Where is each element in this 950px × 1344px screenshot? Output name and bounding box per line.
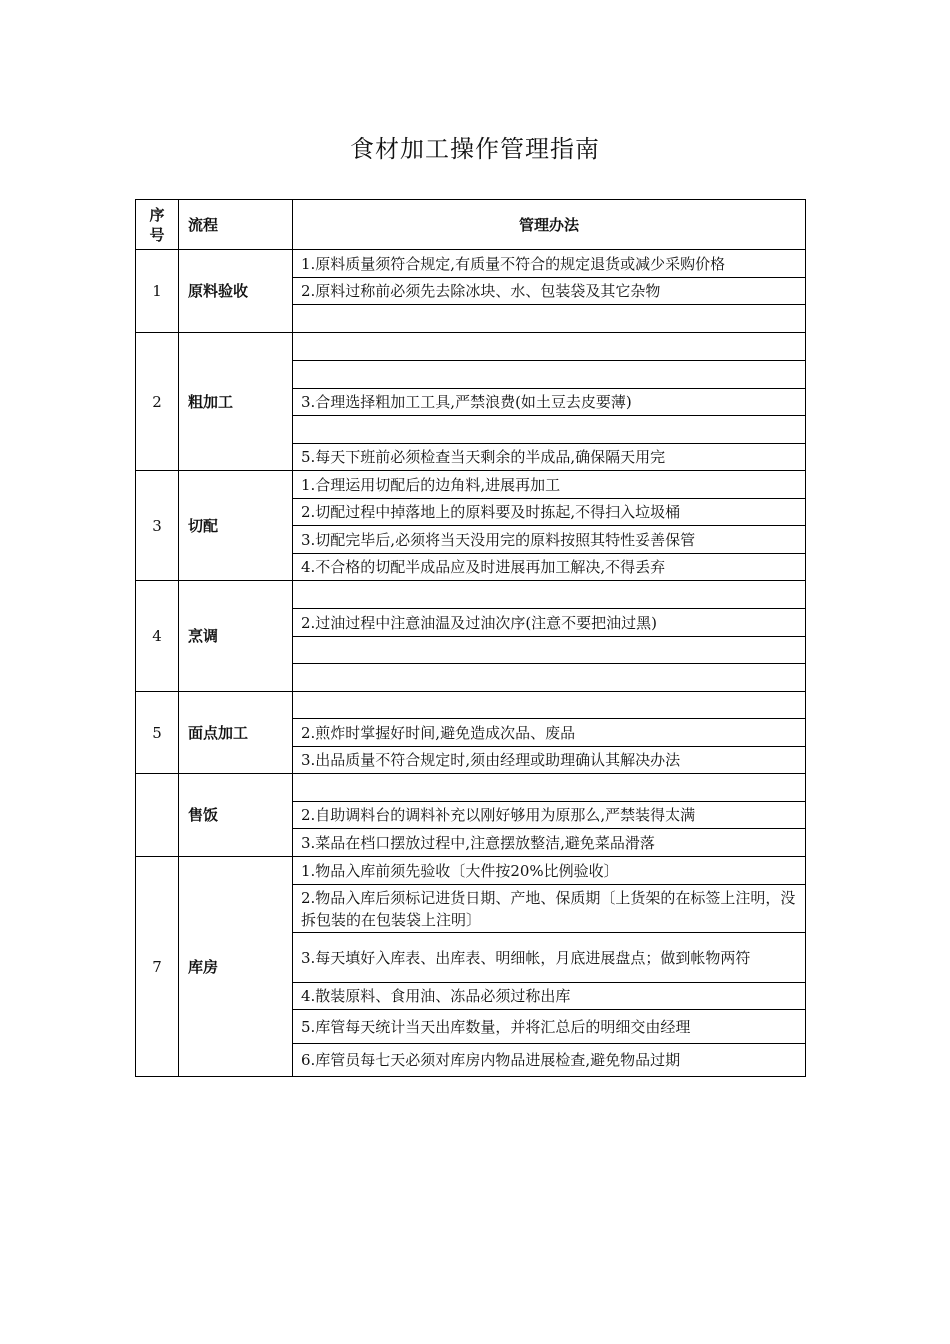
method-cell: 5.库管每天统计当天出库数量，并将汇总后的明细交由经理 — [293, 1010, 806, 1044]
method-cell — [293, 333, 806, 361]
method-cell: 4.不合格的切配半成品应及时进展再加工解决,不得丢弃 — [293, 554, 806, 581]
header-method: 管理办法 — [293, 200, 806, 250]
method-cell: 2.自助调料台的调料补充以刚好够用为原那么,严禁装得太满 — [293, 802, 806, 829]
method-cell — [293, 416, 806, 444]
method-cell — [293, 581, 806, 609]
section-process: 粗加工 — [179, 333, 293, 471]
table-row — [136, 774, 806, 802]
section-seq: 2 — [136, 333, 179, 471]
section-process: 烹调 — [179, 581, 293, 692]
management-table — [135, 199, 806, 1077]
method-cell: 1.原料质量须符合规定,有质量不符合的规定退货或减少采购价格 — [293, 250, 806, 278]
method-cell — [293, 305, 806, 333]
section-seq: 3 — [136, 471, 179, 581]
header-process: 流程 — [179, 200, 293, 250]
method-cell — [293, 361, 806, 389]
method-cell: 3.菜品在档口摆放过程中,注意摆放整洁,避免菜品滑落 — [293, 829, 806, 857]
method-cell: 5.每天下班前必须检查当天剩余的半成品,确保隔天用完 — [293, 444, 806, 471]
table-header-row — [136, 200, 806, 250]
method-cell: 4.散装原料、食用油、冻品必须过称出库 — [293, 983, 806, 1010]
table-row — [136, 581, 806, 609]
section-seq: 4 — [136, 581, 179, 692]
method-cell: 6.库管员每七天必须对库房内物品进展检查,避免物品过期 — [293, 1044, 806, 1077]
method-cell: 3.切配完毕后,必须将当天没用完的原料按照其特性妥善保管 — [293, 526, 806, 554]
section-seq: 1 — [136, 250, 179, 333]
table-row — [136, 692, 806, 719]
section-process: 售饭 — [179, 774, 293, 857]
method-cell — [293, 774, 806, 802]
method-cell: 3.出品质量不符合规定时,须由经理或助理确认其解决办法 — [293, 747, 806, 774]
method-cell: 3.每天填好入库表、出库表、明细帐，月底进展盘点；做到帐物两符 — [293, 933, 806, 983]
method-cell — [293, 692, 806, 719]
table-row — [136, 333, 806, 361]
table-row — [136, 471, 806, 499]
section-seq: 7 — [136, 857, 179, 1077]
section-process: 库房 — [179, 857, 293, 1077]
header-seq: 序号 — [136, 200, 179, 250]
method-cell: 2.过油过程中注意油温及过油次序(注意不要把油过黑) — [293, 609, 806, 637]
method-cell: 1.物品入库前须先验收〔大件按20%比例验收〕 — [293, 857, 806, 885]
method-cell: 2.物品入库后须标记进货日期、产地、保质期〔上货架的在标签上注明，没拆包装的在包装袋上注明〕 — [293, 885, 806, 933]
method-cell: 1.合理运用切配后的边角料,进展再加工 — [293, 471, 806, 499]
method-cell: 3.合理选择粗加工工具,严禁浪费(如土豆去皮要薄) — [293, 389, 806, 416]
section-process: 原料验收 — [179, 250, 293, 333]
page-title: 食材加工操作管理指南 — [350, 135, 600, 163]
table-row — [136, 250, 806, 278]
method-cell — [293, 637, 806, 664]
method-cell: 2.切配过程中掉落地上的原料要及时拣起,不得扫入垃圾桶 — [293, 499, 806, 526]
section-seq — [136, 774, 179, 857]
method-cell: 2.原料过称前必须先去除冰块、水、包装袋及其它杂物 — [293, 278, 806, 305]
method-cell — [293, 664, 806, 692]
section-process: 切配 — [179, 471, 293, 581]
table-row — [136, 857, 806, 885]
method-cell: 2.煎炸时掌握好时间,避免造成次品、废品 — [293, 719, 806, 747]
section-seq: 5 — [136, 692, 179, 774]
section-process: 面点加工 — [179, 692, 293, 774]
